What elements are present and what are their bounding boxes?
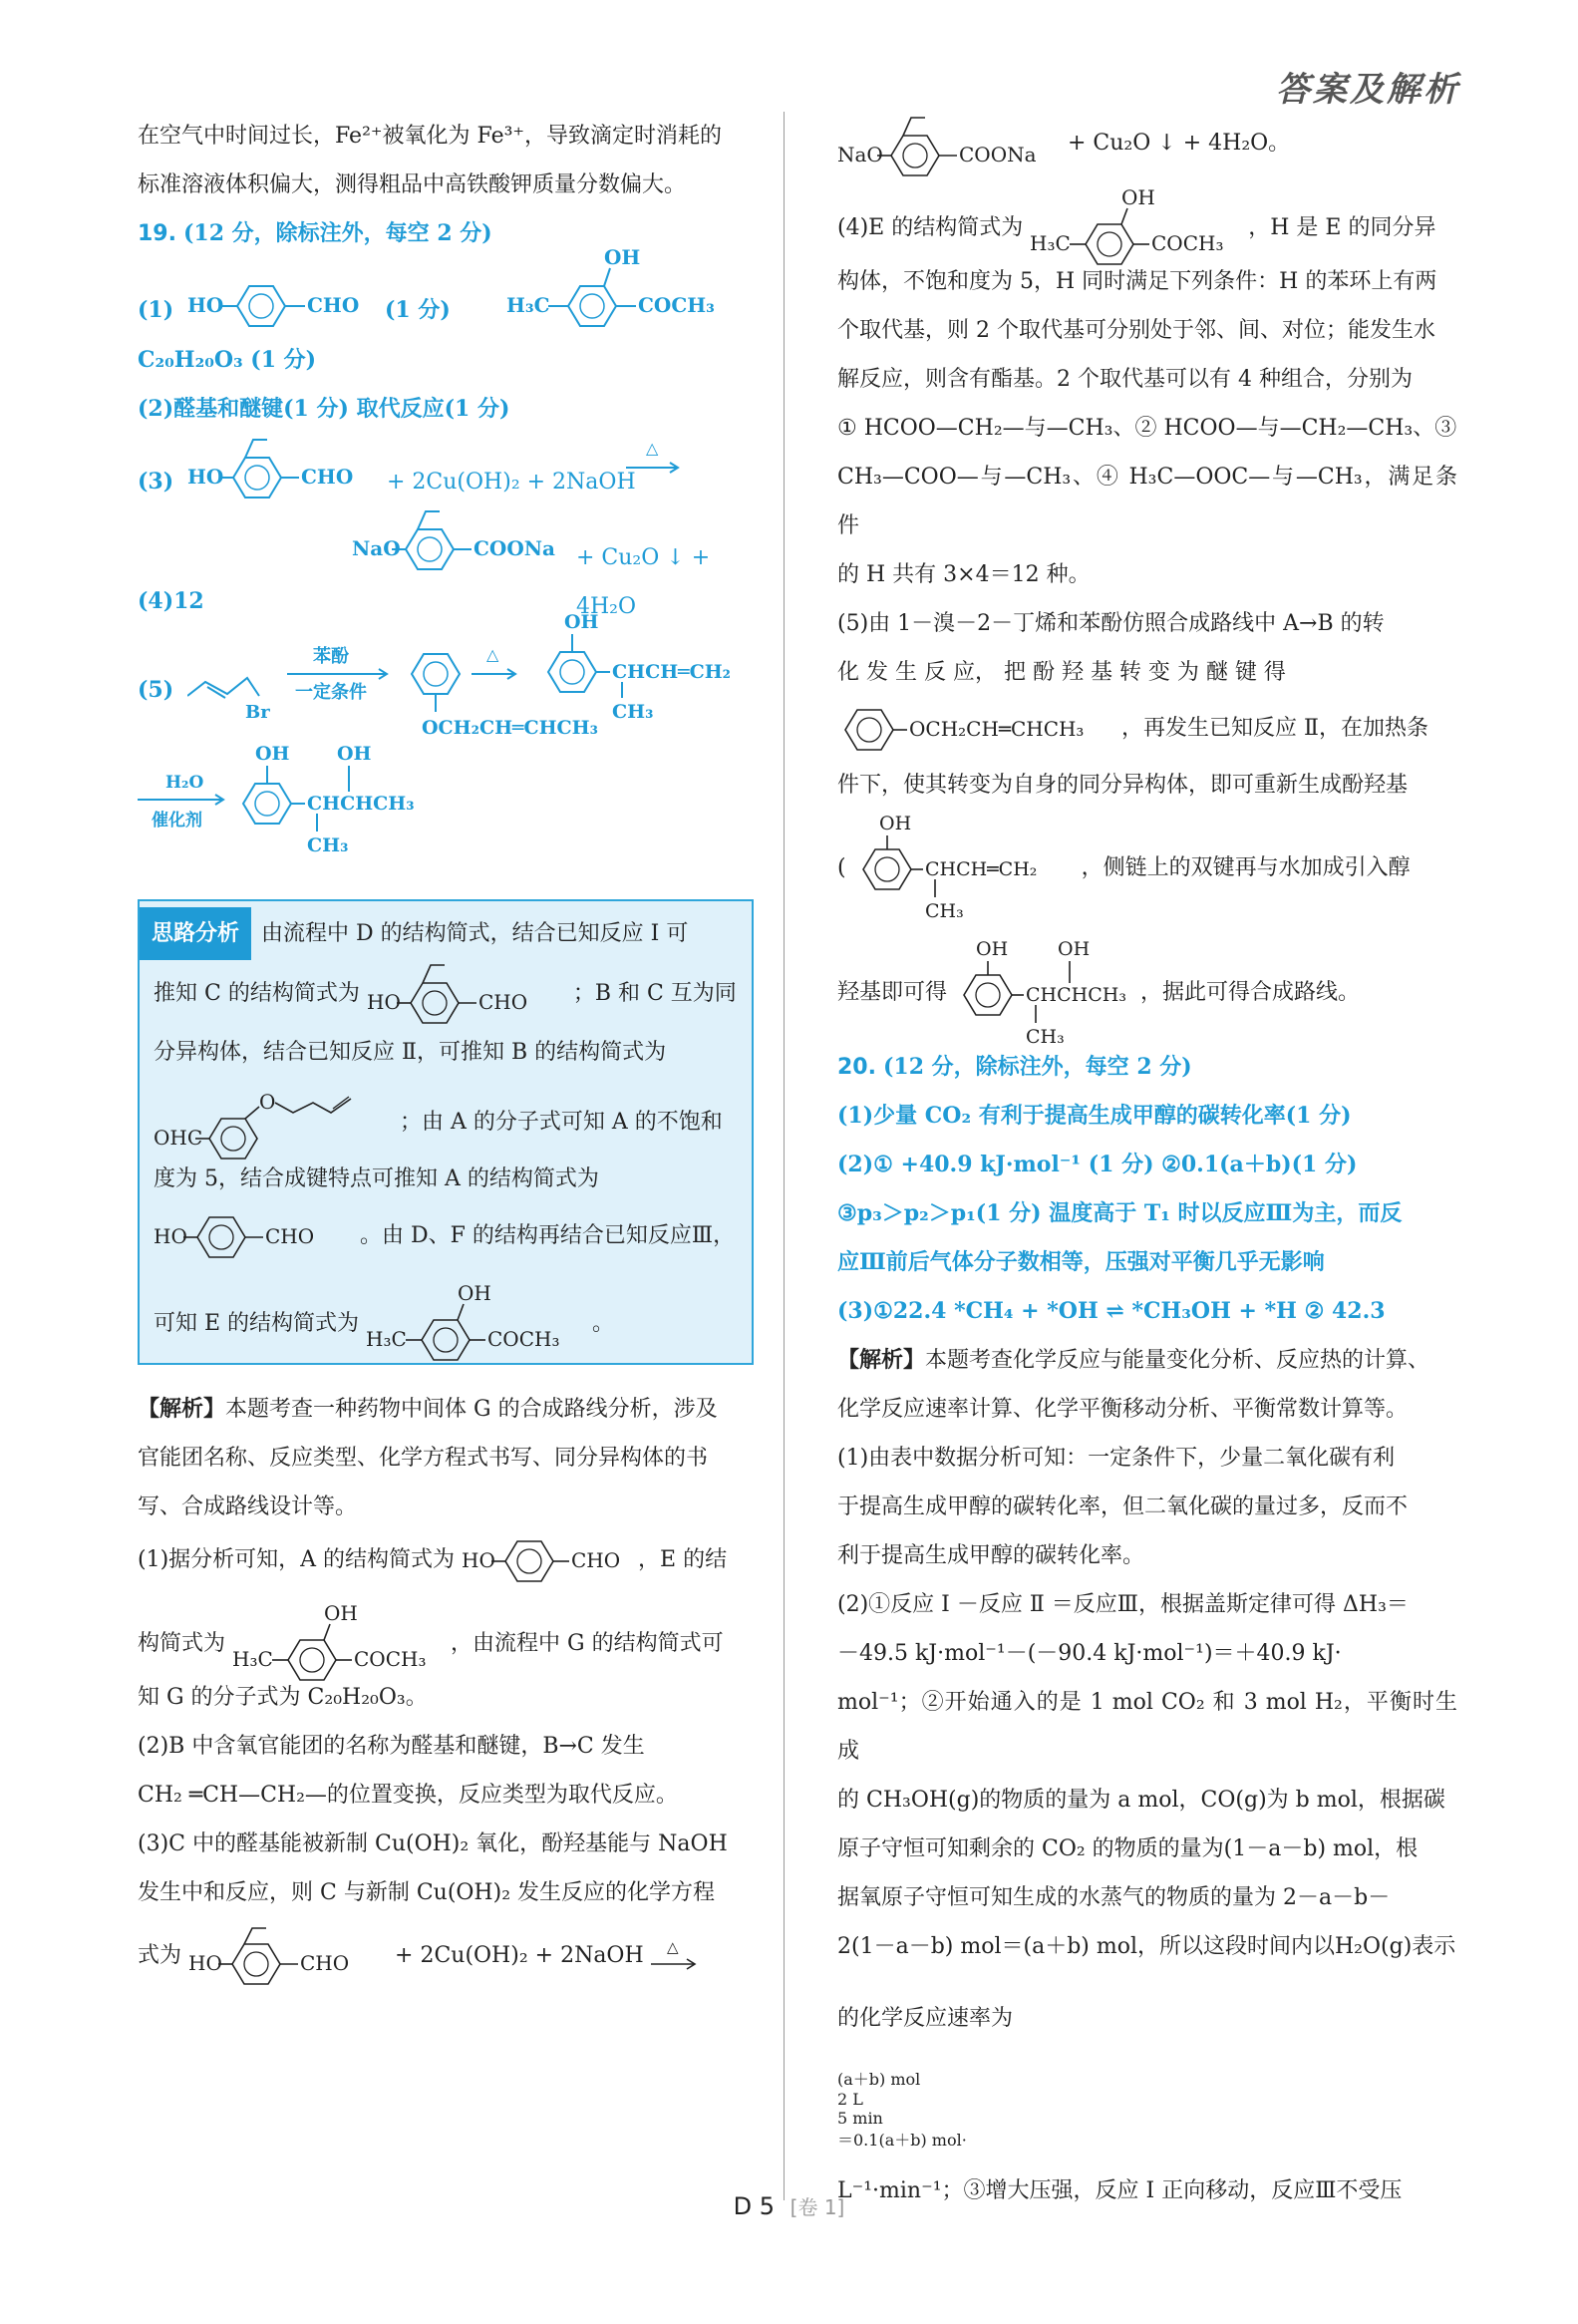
text-line: 知 G 的分子式为 C₂₀H₂₀O₃。 [138, 1685, 428, 1710]
question-number: 20. [837, 1055, 876, 1080]
nao-label: NaO [837, 143, 883, 166]
ether-chain-label: OCH₂CH═CHCH₃ [909, 717, 1085, 741]
answer-label: (5) [138, 677, 174, 703]
benzene-ring-icon [352, 503, 571, 573]
c-structure [188, 1924, 388, 1988]
hobenzaldehyde-structure [187, 276, 397, 336]
e-structure [506, 248, 746, 338]
text-line [837, 927, 1457, 1048]
text-line [154, 1077, 738, 1155]
h3c-label: H₃C [1030, 231, 1071, 255]
text-line: 分异构体，结合已知反应 Ⅱ，可推知 B 的结构简式为 [154, 1040, 667, 1065]
o-label: O [259, 1090, 276, 1114]
h3c-label: H₃C [366, 1327, 407, 1351]
text-line: 在空气中时间过长，Fe²⁺被氧化为 Fe³⁺，导致滴定时消耗的 [138, 124, 723, 149]
paragraph-text: (4)E 的结构简式为 [837, 215, 1024, 240]
text-line: 据氧原子守恒可知生成的水蒸气的物质的量为 2－a－b－ [837, 1885, 1391, 1910]
ho-label: HO [462, 1548, 495, 1572]
br-label: Br [245, 702, 270, 723]
cho-label: CHO [307, 293, 360, 317]
oh-label: OH [878, 813, 911, 834]
box-text: ；由 A 的分子式可知 A 的不饱和 [400, 1110, 723, 1135]
paragraph-text: 本题考查化学反应与能量变化分析、反应热的计算、 [925, 1348, 1430, 1373]
answer-line: (1)少量 CO₂ 有利于提高生成甲醇的碳转化率(1 分) [837, 1103, 1352, 1129]
text-line: 化 发 生 反 应， 把 酚 羟 基 转 变 为 醚 键 得 [837, 660, 1286, 685]
text-line [138, 1531, 754, 1589]
reagent-label: 苯酚 [313, 646, 349, 667]
answer-note: (1 分) [385, 297, 451, 323]
analysis-label: 【解析】 [837, 1347, 926, 1373]
c-structure [367, 961, 566, 1027]
answer-3-equation [138, 434, 754, 505]
paragraph-text: 羟基即可得 [837, 980, 948, 1005]
heat-arrow-icon [626, 438, 686, 496]
text-line [154, 907, 738, 960]
oh-label: OH [458, 1282, 491, 1305]
coch3-label: COCH₃ [487, 1327, 560, 1351]
cho-label: CHO [265, 1224, 315, 1248]
ch3-label: CH₃ [307, 834, 349, 856]
benzene-ring-icon [187, 434, 387, 503]
reaction-arrow-icon [287, 644, 397, 714]
text-line: CH₂ ═CH—CH₂—的位置变换，反应类型为取代反应。 [138, 1783, 678, 1808]
answer-5-route [138, 611, 754, 754]
text-line [138, 1917, 754, 1983]
oh-label: OH [255, 743, 290, 765]
reaction-arrow-icon [138, 770, 237, 849]
allyl-side-label: CHCH═CH₂ [612, 661, 731, 683]
reagent-label: H₂O [165, 773, 204, 793]
box-text: 推知 C 的结构简式为 [154, 981, 360, 1006]
text-line: 写、合成路线设计等。 [138, 1494, 358, 1519]
text-line: －49.5 kJ·mol⁻¹－(－90.4 kJ·mol⁻¹)＝＋40.9 kJ· [837, 1641, 1342, 1666]
alcohol-side-label: CHCHCH₃ [307, 793, 415, 815]
page-header-title: 答案及解析 [1276, 70, 1460, 110]
product-structure [837, 110, 1061, 177]
answer-line: (3)①22.4 *CH₄ + *OH ⇌ *CH₃OH + *H ② 42.3 [837, 1298, 1386, 1324]
text-line: CH₃—COO—与—CH₃、④ H₃C—OOC—与—CH₃，满足条件 [837, 465, 1457, 538]
text-line: 的 H 共有 3×4＝12 种。 [837, 562, 1091, 587]
a-structure [462, 1535, 631, 1585]
paragraph-text: (1)据分析可知，A 的结构简式为 [138, 1547, 456, 1572]
delta-label: △ [646, 439, 659, 458]
e-structure [366, 1282, 585, 1366]
b-structure [154, 1085, 393, 1161]
text-line [138, 1589, 754, 1673]
box-text: 。由 D、F 的结构再结合已知反应Ⅲ， [360, 1223, 736, 1248]
ho-label: HO [366, 990, 401, 1014]
cho-label: CHO [301, 465, 354, 489]
h3c-label: H₃C [506, 293, 550, 317]
paragraph-text: ＝0.1(a＋b) mol· [837, 2131, 967, 2150]
bromobutene-structure [187, 656, 277, 726]
text-line [837, 173, 1457, 257]
paragraph-text: 式为 [138, 1943, 182, 1968]
paragraph-text: ，再发生已知反应 Ⅱ，在加热条 [1121, 716, 1428, 741]
left-column [138, 112, 754, 1983]
products-text: + Cu₂O ↓ + 4H₂O [576, 545, 711, 619]
nao-label: NaO [352, 536, 401, 560]
reagents-text: + 2Cu(OH)₂ + 2NaOH [395, 1943, 644, 1968]
volume-label: [卷 1] [789, 2195, 845, 2219]
box-text: 可知 E 的结构简式为 [154, 1311, 360, 1336]
oh-label: OH [1121, 186, 1156, 209]
reagents-text: + 2Cu(OH)₂ + 2NaOH [387, 470, 636, 495]
ch3-label: CH₃ [612, 701, 654, 723]
text-line [837, 1971, 1457, 2067]
ho-label: HO [154, 1224, 187, 1248]
target-alcohol-structure [233, 740, 492, 879]
fraction-numerator: (a＋b) mol [837, 2070, 921, 2089]
oh-label: OH [976, 938, 1009, 960]
text-line: L⁻¹·min⁻¹；③增大压强，反应 Ⅰ 正向移动，反应Ⅲ不受压 [837, 2178, 1403, 2203]
condition-label: 一定条件 [295, 682, 367, 703]
answer-1-formula: C₂₀H₂₀O₃ (1 分) [138, 347, 317, 373]
text-line: 的 CH₃OH(g)的物质的量为 a mol，CO(g)为 b mol，根据碳 [837, 1788, 1445, 1813]
benzene-ring-icon [187, 276, 397, 336]
rearranged-phenol-structure [853, 810, 1075, 927]
ohc-label: OHC [154, 1126, 203, 1150]
column-divider [784, 112, 785, 2200]
coch3-label: COCH₃ [638, 293, 715, 317]
fraction-denominator: 5 min [837, 2109, 883, 2128]
heat-arrow-icon [472, 644, 521, 684]
text-line: (3)C 中的醛基能被新制 Cu(OH)₂ 氧化，酚羟基能与 NaOH [138, 1831, 728, 1856]
answer-label: (3) [138, 469, 174, 495]
answer-label: (1) [138, 297, 174, 323]
analysis-label: 【解析】 [138, 1396, 226, 1422]
benzene-ring-icon [506, 248, 746, 338]
paragraph-text: ，据此可得合成路线。 [1140, 980, 1361, 1005]
coona-label: COONa [473, 536, 556, 560]
text-line: 官能团名称、反应类型、化学方程式书写、同分异构体的书 [138, 1446, 709, 1471]
page-number: D 5 [733, 2192, 776, 2220]
ch3-label: CH₃ [924, 900, 964, 922]
cho-label: CHO [477, 990, 527, 1014]
text-line: 化学反应速率计算、化学平衡移动分析、平衡常数计算等。 [837, 1397, 1409, 1422]
ho-label: HO [187, 465, 224, 489]
text-line [837, 104, 1457, 173]
coona-label: COONa [959, 143, 1037, 166]
target-alcohol-structure [954, 935, 1133, 1051]
right-column [837, 112, 1457, 2215]
text-line: 标准溶液体积偏大，测得粗品中高铁酸钾质量分数偏大。 [138, 172, 687, 197]
text-line [837, 697, 1457, 761]
ho-label: HO [187, 293, 224, 317]
catalyst-label: 催化剂 [152, 811, 202, 830]
box-text: 。 [592, 1311, 615, 1336]
text-line: mol⁻¹；②开始通入的是 1 mol CO₂ 和 3 mol H₂，平衡时生成 [837, 1690, 1457, 1764]
cho-label: CHO [571, 1548, 621, 1572]
product-structure [352, 503, 571, 573]
text-line: ① HCOO—CH₂—与—CH₃、② HCOO—与—CH₂—CH₃、③ [837, 416, 1457, 441]
paragraph-text: 构简式为 [138, 1631, 226, 1656]
text-line: 2(1－a－b) mol＝(a＋b) mol，所以这段时间内以H₂O(g)表示 [837, 1934, 1456, 1959]
heat-arrow-icon [651, 1938, 701, 1974]
text-line: 解反应，则含有酯基。2 个取代基可以有 4 种组合，分别为 [837, 367, 1413, 392]
delta-label: △ [666, 1938, 679, 1956]
text-line: (5)由 1－溴－2－丁烯和苯酚仿照合成路线中 A→B 的转 [837, 611, 1385, 636]
answer-2: (2)醛基和醚键(1 分) 取代反应(1 分) [138, 396, 510, 422]
text-line: (2)①反应 Ⅰ －反应 Ⅱ ＝反应Ⅲ，根据盖斯定律可得 ΔH₃＝ [837, 1592, 1409, 1617]
allyl-side-label: CHCH═CH₂ [924, 858, 1037, 880]
answer-5-route-step2 [138, 743, 754, 881]
question-number: 19. [138, 221, 176, 246]
analysis-tag: 思路分析 [140, 907, 251, 960]
answer-line: ③p₃＞p₂＞p₁(1 分) 温度高于 T₁ 时以反应Ⅲ为主，而反 [837, 1200, 1403, 1226]
c-structure [187, 434, 387, 503]
box-text: ；B 和 C 互为同 [572, 981, 737, 1006]
text-line: 度为 5，结合成键特点可推知 A 的结构简式为 [154, 1166, 599, 1191]
paragraph-text: 的化学反应速率为 [837, 2006, 1014, 2031]
paragraph-text: + Cu₂O ↓ + 4H₂O。 [1068, 131, 1291, 156]
fraction-middle: 2 L [837, 2090, 863, 2109]
ether-chain-label: OCH₂CH═CHCH₃ [422, 717, 598, 739]
coch3-label: COCH₃ [354, 1647, 427, 1671]
text-line: 于提高生成甲醇的碳转化率，但二氧化碳的量过多，反而不 [837, 1494, 1409, 1519]
paragraph-text: 本题考查一种药物中间体 G 的合成路线分析，涉及 [225, 1397, 718, 1422]
text-line: 原子守恒可知剩余的 CO₂ 的物质的量为(1－a－b) mol，根 [837, 1836, 1419, 1861]
question-note: (12 分，除标注外，每空 2 分) [882, 1054, 1192, 1080]
question-note: (12 分，除标注外，每空 2 分) [182, 220, 492, 246]
answer-line: (2)① +40.9 kJ·mol⁻¹ (1 分) ②0.1(a＋b)(1 分) [837, 1152, 1358, 1177]
answer-line: 应Ⅲ前后气体分子数相等，压强对平衡几乎无影响 [837, 1249, 1325, 1275]
rearranged-phenol-structure [526, 606, 766, 746]
cho-label: CHO [300, 1951, 350, 1975]
text-line: (2)B 中含氧官能团的名称为醛基和醚键，B→C 发生 [138, 1734, 645, 1759]
page-footer [0, 2191, 1578, 2220]
text-line: 构体，不饱和度为 5，H 同时满足下列条件：H 的苯环上有两 [837, 269, 1437, 294]
ch3-label: CH₃ [1026, 1026, 1065, 1048]
paragraph-text: ，侧链上的双键再与水加成引入醇 [1081, 855, 1411, 880]
text-line: ( OH CHCH═CH₂ CH₃ ，侧链上的双键再与水加成引入醇 [837, 810, 1457, 927]
ether-structure [837, 704, 1114, 754]
oh-label: OH [337, 743, 372, 765]
oh-label: OH [564, 611, 599, 633]
coch3-label: COCH₃ [1151, 231, 1224, 255]
text-line: 利于提高生成甲醇的碳转化率。 [837, 1543, 1145, 1568]
ho-label: HO [188, 1951, 222, 1975]
text-line [154, 1203, 738, 1269]
delta-label: △ [486, 645, 499, 664]
text-line: 个取代基，则 2 个取代基可分别处于邻、间、对位；能发生水 [837, 318, 1435, 343]
paragraph-text: ，H 是 E 的同分异 [1248, 215, 1436, 240]
oh-label: OH [324, 1602, 358, 1625]
box-text: 由流程中 D 的结构简式，结合已知反应 Ⅰ 可 [261, 921, 689, 946]
text-line: 件下，使其转变为自身的同分异构体，即可重新生成酚羟基 [837, 773, 1409, 798]
analysis-box [138, 899, 754, 1365]
oh-label: OH [604, 248, 641, 269]
text-line [154, 1269, 738, 1353]
alcohol-side-label: CHCHCH₃ [1026, 984, 1126, 1006]
text-line: (1)由表中数据分析可知：一定条件下，少量二氧化碳有利 [837, 1446, 1396, 1471]
oh-label: OH [1058, 938, 1091, 960]
h3c-label: H₃C [232, 1647, 273, 1671]
paragraph-text: ，由流程中 G 的结构简式可 [451, 1631, 724, 1656]
text-line [154, 960, 738, 1028]
answer-1 [138, 248, 754, 336]
question-20-heading [837, 1043, 1457, 1092]
a-structure [154, 1211, 353, 1261]
text-line [837, 1336, 1457, 1385]
text-line [138, 1385, 754, 1434]
answer-4: (4)12 [138, 588, 204, 614]
text-line: 发生中和反应，则 C 与新制 Cu(OH)₂ 发生反应的化学方程 [138, 1880, 716, 1905]
paragraph-text: ，E 的结 [638, 1547, 728, 1572]
